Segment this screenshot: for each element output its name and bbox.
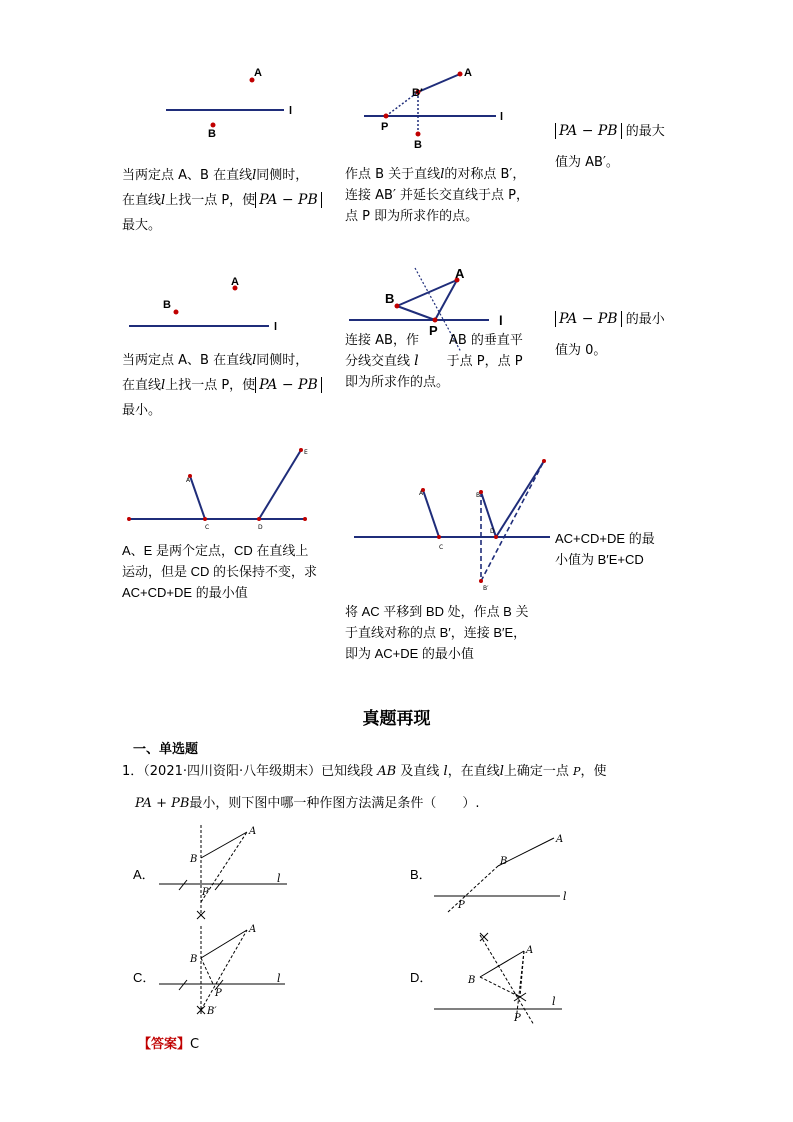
row1-mid-text: 作点 B 关于直线l的对称点 B′， 连接 AB′ 并延长交直线于点 P， 点 P 即为所求作的点。 — [345, 167, 529, 224]
svg-text:A: A — [419, 490, 424, 497]
label-l: l — [289, 105, 293, 117]
svg-text:A: A — [526, 945, 534, 956]
question-line-2: PA + PB最小，则下图中哪一种作图方法满足条件（ ）. — [135, 796, 480, 811]
svg-text:l: l — [552, 995, 556, 1008]
row2-left-text: 当两定点 A、B 在直线l同侧时， 在直线l上找一点 P，使 PA − PB 最小。 — [122, 350, 322, 421]
svg-text:A: A — [249, 826, 257, 837]
section-title: 真题再现 — [362, 709, 431, 729]
option-a-figure — [155, 820, 295, 920]
svg-text:B: B — [190, 854, 198, 865]
svg-text:A: A — [249, 924, 257, 935]
row2-right-text: PA − PB 的最小 值为 0。 — [555, 311, 665, 358]
svg-text:B: B — [476, 492, 481, 499]
svg-text:l: l — [277, 872, 281, 885]
option-c-letter: C． — [133, 970, 156, 985]
row3-right-text: AC+CD+DE 的最 小值为 B′E+CD — [555, 531, 655, 567]
option-c-figure — [155, 922, 295, 1022]
svg-text:D: D — [490, 528, 495, 535]
option-a-letter: A． — [133, 867, 155, 882]
svg-text:l: l — [499, 313, 503, 328]
row3-mid-text: 将 AC 平移到 BD 处，作点 B 关 于直线对称的点 B′，连接 B′E， 即为 AC+DE 的最小值 — [345, 604, 529, 661]
label-b: B — [208, 128, 216, 140]
svg-text:B: B — [163, 299, 171, 311]
svg-text:D: D — [258, 524, 263, 531]
svg-text:A: A — [455, 266, 465, 281]
option-b-letter: B． — [410, 867, 432, 882]
row1-left-text: 当两定点 A、B 在直线l同侧时， 在直线l上找一点 P，使 PA − PB 最大。 — [122, 165, 322, 236]
answer-tag: 【答案】 — [138, 1037, 191, 1052]
svg-text:B: B — [385, 291, 395, 306]
row2-mid-text: 连接 AB，作 AB 的垂直平 分线交直线 l 于点 P，点 P 即为所求作的点。 — [345, 333, 523, 390]
svg-text:B: B — [190, 954, 198, 965]
option-d-figure — [430, 925, 580, 1025]
row1-fig1 — [160, 62, 310, 142]
question-line-1: 1．（2021·四川资阳·八年级期末）已知线段 AB 及直线 l，在直线l上确定一点 P，使 — [122, 764, 607, 779]
svg-text:B: B — [414, 139, 422, 151]
answer-value: C — [190, 1037, 200, 1052]
row3-left-text: A、E 是两个定点，CD 在直线上 运动，但是 CD 的长保持不变，求 AC+CD+DE 的最小值 — [122, 543, 318, 600]
svg-text:P: P — [202, 887, 209, 898]
section-heading: 一、单选题 — [133, 742, 199, 757]
svg-text:A: A — [231, 276, 239, 288]
svg-text:P: P — [215, 988, 222, 999]
svg-text:l: l — [274, 321, 278, 333]
svg-text:l: l — [277, 972, 281, 985]
label-a: A — [254, 67, 262, 79]
option-b-figure — [430, 830, 580, 920]
svg-text:P: P — [429, 323, 438, 338]
row3-fig1 — [125, 445, 325, 535]
svg-text:A: A — [186, 477, 191, 484]
svg-text:E: E — [304, 449, 308, 456]
svg-text:B′: B′ — [207, 1006, 217, 1017]
svg-text:B′: B′ — [483, 585, 489, 592]
svg-text:B′: B′ — [412, 87, 423, 99]
answer — [138, 1033, 199, 1052]
svg-text:A: A — [556, 834, 564, 845]
svg-text:B: B — [500, 856, 508, 867]
svg-text:l: l — [500, 111, 504, 123]
svg-text:C: C — [439, 544, 444, 551]
point-b — [211, 123, 216, 128]
svg-text:P: P — [514, 1013, 521, 1024]
row2-fig1 — [125, 272, 295, 337]
svg-text:P: P — [381, 121, 389, 133]
svg-text:l: l — [563, 890, 567, 903]
row1-fig2 — [360, 62, 520, 157]
row3-fig2 — [350, 455, 555, 595]
svg-text:A: A — [464, 67, 472, 79]
svg-text:C: C — [205, 524, 210, 531]
row1-right-text: PA − PB 的最大 值为 AB′。 — [555, 123, 665, 170]
svg-text:P: P — [458, 900, 465, 911]
option-d-letter: D． — [410, 970, 433, 985]
svg-text:B: B — [468, 975, 476, 986]
